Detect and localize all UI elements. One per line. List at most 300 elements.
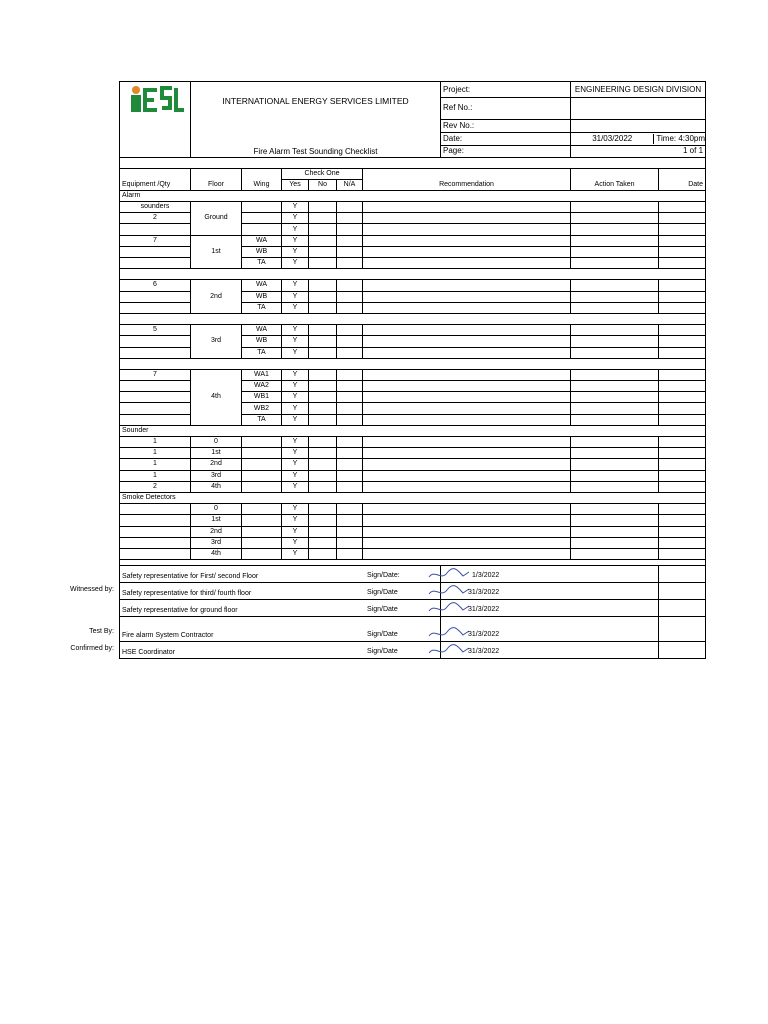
equipment-qty-cell	[120, 336, 191, 347]
na-cell	[337, 246, 363, 257]
equipment-qty-cell	[120, 403, 191, 414]
date-cell	[659, 403, 706, 414]
no-cell	[309, 302, 337, 313]
action-cell	[571, 280, 659, 291]
signoff-extra-cell	[659, 566, 706, 583]
recommendation-cell	[363, 548, 571, 559]
table-row	[120, 537, 706, 548]
na-cell	[337, 548, 363, 559]
spacer-row	[120, 269, 706, 280]
date-cell	[659, 291, 706, 302]
signature-icon	[427, 584, 471, 598]
document-title: Fire Alarm Test Sounding Checklist	[191, 132, 441, 157]
sign-date-label: Sign/Date:	[367, 572, 400, 580]
date-cell	[659, 504, 706, 515]
company-name: INTERNATIONAL ENERGY SERVICES LIMITED	[191, 82, 441, 120]
wing-cell	[242, 481, 282, 492]
no-cell	[309, 481, 337, 492]
table-row	[120, 369, 706, 380]
confirmed-by-label: Confirmed by:	[70, 644, 114, 652]
no-cell	[309, 246, 337, 257]
wing-cell: WB	[242, 336, 282, 347]
recommendation-cell	[363, 448, 571, 459]
recommendation-cell	[363, 336, 571, 347]
rev-value	[571, 119, 706, 132]
no-cell	[309, 325, 337, 336]
recommendation-cell	[363, 504, 571, 515]
recommendation-cell	[363, 202, 571, 213]
na-cell	[337, 526, 363, 537]
na-cell	[337, 470, 363, 481]
recommendation-cell	[363, 291, 571, 302]
rev-label: Rev No.:	[441, 119, 571, 132]
signoff-extra-cell	[659, 600, 706, 617]
no-cell	[309, 336, 337, 347]
equipment-qty-cell: 2	[120, 213, 191, 224]
recommendation-cell	[363, 403, 571, 414]
section-sounder: Sounder	[120, 425, 706, 436]
action-cell	[571, 347, 659, 358]
date-cell	[659, 537, 706, 548]
table-row	[120, 504, 706, 515]
no-cell	[309, 291, 337, 302]
date-cell	[659, 515, 706, 526]
yes-cell: Y	[282, 369, 309, 380]
section-smoke: Smoke Detectors	[120, 492, 706, 503]
equipment-qty-cell: 1	[120, 437, 191, 448]
action-cell	[571, 291, 659, 302]
yes-cell: Y	[282, 258, 309, 269]
date-cell	[659, 381, 706, 392]
table-row	[120, 548, 706, 559]
floor-cell: 4th	[191, 481, 242, 492]
yes-cell: Y	[282, 515, 309, 526]
action-cell	[571, 258, 659, 269]
checklist-table	[119, 81, 706, 659]
na-cell	[337, 448, 363, 459]
recommendation-cell	[363, 325, 571, 336]
col-yes: Yes	[282, 179, 309, 190]
floor-cell: 3rd	[191, 325, 242, 359]
signoff-role: Safety representative for ground floor	[120, 600, 441, 617]
table-row	[120, 526, 706, 537]
signoff-sign-cell	[367, 617, 659, 642]
date-cell	[659, 213, 706, 224]
wing-cell: TA	[242, 414, 282, 425]
wing-cell: WA	[242, 325, 282, 336]
action-cell	[571, 459, 659, 470]
yes-cell: Y	[282, 414, 309, 425]
wing-cell: WB	[242, 291, 282, 302]
no-cell	[309, 202, 337, 213]
floor-cell: 3rd	[191, 470, 242, 481]
no-cell	[309, 526, 337, 537]
yes-cell: Y	[282, 291, 309, 302]
wing-cell	[242, 224, 282, 235]
action-cell	[571, 403, 659, 414]
action-cell	[571, 392, 659, 403]
signoff-date: 31/3/2022	[468, 589, 500, 597]
recommendation-cell	[363, 302, 571, 313]
equipment-qty-cell	[120, 302, 191, 313]
signoff-date: 1/3/2022	[472, 572, 500, 580]
yes-cell: Y	[282, 235, 309, 246]
na-cell	[337, 504, 363, 515]
recommendation-cell	[363, 235, 571, 246]
yes-cell: Y	[282, 202, 309, 213]
action-cell	[571, 437, 659, 448]
sign-date-label: Sign/Date	[367, 589, 398, 597]
na-cell	[337, 392, 363, 403]
logo-cell	[120, 82, 191, 120]
date-cell	[659, 246, 706, 257]
action-cell	[571, 213, 659, 224]
action-cell	[571, 537, 659, 548]
signature-icon	[427, 567, 471, 581]
wing-cell: WA2	[242, 381, 282, 392]
signoff-extra-cell	[659, 583, 706, 600]
table-row	[120, 280, 706, 291]
recommendation-cell	[363, 414, 571, 425]
no-cell	[309, 537, 337, 548]
action-cell	[571, 470, 659, 481]
floor-cell: 0	[191, 504, 242, 515]
col-action: Action Taken	[571, 179, 659, 190]
recommendation-cell	[363, 369, 571, 380]
witnessed-by-label: Witnessed by:	[70, 585, 114, 593]
wing-cell: WB	[242, 246, 282, 257]
recommendation-cell	[363, 258, 571, 269]
wing-cell: WA	[242, 280, 282, 291]
na-cell	[337, 381, 363, 392]
floor-cell: 1st	[191, 515, 242, 526]
action-cell	[571, 381, 659, 392]
recommendation-cell	[363, 537, 571, 548]
date-cell	[659, 481, 706, 492]
recommendation-cell	[363, 515, 571, 526]
no-cell	[309, 224, 337, 235]
na-cell	[337, 347, 363, 358]
action-cell	[571, 224, 659, 235]
check-one-header: Check One	[282, 168, 363, 179]
no-cell	[309, 280, 337, 291]
no-cell	[309, 459, 337, 470]
na-cell	[337, 414, 363, 425]
yes-cell: Y	[282, 459, 309, 470]
na-cell	[337, 258, 363, 269]
signoff-role: HSE Coordinator	[120, 642, 441, 659]
equipment-qty-cell	[120, 347, 191, 358]
wing-cell	[242, 459, 282, 470]
wing-cell	[242, 470, 282, 481]
yes-cell: Y	[282, 246, 309, 257]
date-cell	[659, 347, 706, 358]
wing-cell	[242, 504, 282, 515]
action-cell	[571, 369, 659, 380]
signoff-date: 31/3/2022	[468, 606, 500, 614]
na-cell	[337, 459, 363, 470]
action-cell	[571, 246, 659, 257]
logo-spacer	[120, 119, 191, 157]
date-cell	[659, 392, 706, 403]
action-cell	[571, 515, 659, 526]
table-row	[120, 459, 706, 470]
no-cell	[309, 548, 337, 559]
wing-cell	[242, 213, 282, 224]
equipment-qty-cell	[120, 504, 191, 515]
recommendation-cell	[363, 280, 571, 291]
action-cell	[571, 302, 659, 313]
test-by-label: Test By:	[89, 627, 114, 635]
na-cell	[337, 481, 363, 492]
equipment-qty-cell	[120, 246, 191, 257]
table-row	[120, 448, 706, 459]
no-cell	[309, 235, 337, 246]
no-cell	[309, 504, 337, 515]
no-cell	[309, 448, 337, 459]
action-cell	[571, 481, 659, 492]
signoff-sign-cell	[367, 566, 659, 583]
no-cell	[309, 369, 337, 380]
date-cell	[659, 369, 706, 380]
yes-cell: Y	[282, 470, 309, 481]
floor-cell: 1st	[191, 235, 242, 269]
project-label: Project:	[441, 82, 571, 98]
signoff-extra-cell	[659, 642, 706, 659]
recommendation-cell	[363, 224, 571, 235]
floor-cell: 2nd	[191, 280, 242, 314]
signoff-extra-cell	[659, 617, 706, 642]
na-cell	[337, 369, 363, 380]
equipment-qty-cell: 7	[120, 235, 191, 246]
wing-cell: WB1	[242, 392, 282, 403]
action-cell	[571, 325, 659, 336]
signoff-row	[120, 600, 706, 617]
no-cell	[309, 213, 337, 224]
yes-cell: Y	[282, 336, 309, 347]
signoff-row	[120, 617, 706, 642]
section-alarm: Alarm	[120, 190, 706, 201]
equipment-qty-cell	[120, 224, 191, 235]
yes-cell: Y	[282, 448, 309, 459]
yes-cell: Y	[282, 548, 309, 559]
spacer-row	[120, 157, 706, 168]
floor-cell: 3rd	[191, 537, 242, 548]
date-cell	[659, 437, 706, 448]
wing-cell	[242, 548, 282, 559]
yes-cell: Y	[282, 224, 309, 235]
na-cell	[337, 291, 363, 302]
equipment-qty-cell: 1	[120, 448, 191, 459]
date-cell	[659, 258, 706, 269]
wing-cell: WA	[242, 235, 282, 246]
wing-cell	[242, 515, 282, 526]
signoff-row	[120, 566, 706, 583]
no-cell	[309, 470, 337, 481]
equipment-qty-cell: 6	[120, 280, 191, 291]
company-logo-icon	[126, 82, 184, 116]
equipment-qty-cell	[120, 392, 191, 403]
equipment-qty-cell	[120, 526, 191, 537]
no-cell	[309, 381, 337, 392]
yes-cell: Y	[282, 213, 309, 224]
equipment-qty-cell: 1	[120, 459, 191, 470]
signoff-role: Safety representative for third/ fourth floor	[120, 583, 441, 600]
na-cell	[337, 280, 363, 291]
signature-icon	[427, 626, 471, 640]
wing-cell: WB2	[242, 403, 282, 414]
action-cell	[571, 336, 659, 347]
project-value: ENGINEERING DESIGN DIVISION	[571, 82, 706, 98]
spacer-row	[120, 313, 706, 324]
col-na: N/A	[337, 179, 363, 190]
date-cell	[659, 280, 706, 291]
equipment-qty-cell: 7	[120, 369, 191, 380]
na-cell	[337, 213, 363, 224]
signoff-sign-cell	[367, 583, 659, 600]
recommendation-cell	[363, 381, 571, 392]
col-date: Date	[659, 179, 706, 190]
equipment-qty-cell: 5	[120, 325, 191, 336]
yes-cell: Y	[282, 325, 309, 336]
equipment-qty-cell	[120, 291, 191, 302]
sign-date-label: Sign/Date	[367, 631, 398, 639]
yes-cell: Y	[282, 437, 309, 448]
yes-cell: Y	[282, 392, 309, 403]
equipment-qty-cell	[120, 258, 191, 269]
signoff-sign-cell	[367, 642, 659, 659]
equipment-qty-cell	[120, 381, 191, 392]
signature-icon	[427, 601, 471, 615]
date-cell	[659, 459, 706, 470]
recommendation-cell	[363, 347, 571, 358]
date-cell	[659, 224, 706, 235]
col-floor: Floor	[191, 179, 242, 190]
wing-cell: WA1	[242, 369, 282, 380]
table-row	[120, 470, 706, 481]
no-cell	[309, 437, 337, 448]
action-cell	[571, 448, 659, 459]
date-cell	[659, 325, 706, 336]
action-cell	[571, 504, 659, 515]
na-cell	[337, 325, 363, 336]
floor-cell: 0	[191, 437, 242, 448]
ref-label: Ref No.:	[441, 98, 571, 119]
no-cell	[309, 258, 337, 269]
equipment-qty-cell	[120, 548, 191, 559]
equipment-qty-cell	[120, 537, 191, 548]
date-cell	[659, 302, 706, 313]
title-spacer	[191, 119, 441, 132]
col-recommendation: Recommendation	[363, 179, 571, 190]
wing-cell: TA	[242, 258, 282, 269]
signature-icon	[427, 643, 471, 657]
signoff-role: Safety representative for First/ second Floor	[120, 566, 441, 583]
wing-cell	[242, 437, 282, 448]
col-equipment: Equipment /Qty	[120, 179, 191, 190]
floor-cell: 1st	[191, 448, 242, 459]
table-row	[120, 437, 706, 448]
recommendation-cell	[363, 437, 571, 448]
floor-cell: 2nd	[191, 459, 242, 470]
action-cell	[571, 235, 659, 246]
checklist-sheet	[119, 81, 705, 659]
na-cell	[337, 403, 363, 414]
no-cell	[309, 414, 337, 425]
yes-cell: Y	[282, 403, 309, 414]
table-row	[120, 515, 706, 526]
date-cell	[659, 526, 706, 537]
yes-cell: Y	[282, 347, 309, 358]
recommendation-cell	[363, 246, 571, 257]
recommendation-cell	[363, 470, 571, 481]
page-value: 1 of 1	[571, 145, 706, 157]
action-cell	[571, 526, 659, 537]
na-cell	[337, 235, 363, 246]
wing-cell: TA	[242, 302, 282, 313]
date-cell	[659, 548, 706, 559]
signoff-date: 31/3/2022	[468, 648, 500, 656]
na-cell	[337, 437, 363, 448]
floor-cell: 4th	[191, 369, 242, 425]
sign-date-label: Sign/Date	[367, 648, 398, 656]
yes-cell: Y	[282, 504, 309, 515]
na-cell	[337, 202, 363, 213]
col-wing: Wing	[242, 179, 282, 190]
wing-cell: TA	[242, 347, 282, 358]
no-cell	[309, 403, 337, 414]
ref-value	[571, 98, 706, 119]
equipment-qty-cell: sounders	[120, 202, 191, 213]
signoff-date: 31/3/2022	[468, 631, 500, 639]
na-cell	[337, 515, 363, 526]
yes-cell: Y	[282, 526, 309, 537]
sign-date-label: Sign/Date	[367, 606, 398, 614]
floor-cell: Ground	[191, 202, 242, 236]
no-cell	[309, 515, 337, 526]
time-value: Time: 4:30pm	[653, 134, 705, 144]
table-row	[120, 325, 706, 336]
yes-cell: Y	[282, 481, 309, 492]
yes-cell: Y	[282, 381, 309, 392]
date-label: Date:	[441, 132, 571, 145]
no-cell	[309, 347, 337, 358]
spacer-row	[120, 358, 706, 369]
wing-cell	[242, 202, 282, 213]
action-cell	[571, 548, 659, 559]
date-value: 31/03/2022	[592, 133, 633, 143]
equipment-qty-cell	[120, 515, 191, 526]
yes-cell: Y	[282, 280, 309, 291]
date-cell	[659, 448, 706, 459]
recommendation-cell	[363, 459, 571, 470]
date-cell	[659, 202, 706, 213]
page-label: Page:	[441, 145, 571, 157]
equipment-qty-cell: 2	[120, 481, 191, 492]
date-cell	[659, 235, 706, 246]
table-row	[120, 235, 706, 246]
na-cell	[337, 537, 363, 548]
recommendation-cell	[363, 481, 571, 492]
no-cell	[309, 392, 337, 403]
date-cell	[659, 470, 706, 481]
recommendation-cell	[363, 213, 571, 224]
wing-cell	[242, 537, 282, 548]
wing-cell	[242, 526, 282, 537]
table-row	[120, 481, 706, 492]
recommendation-cell	[363, 392, 571, 403]
floor-cell: 4th	[191, 548, 242, 559]
